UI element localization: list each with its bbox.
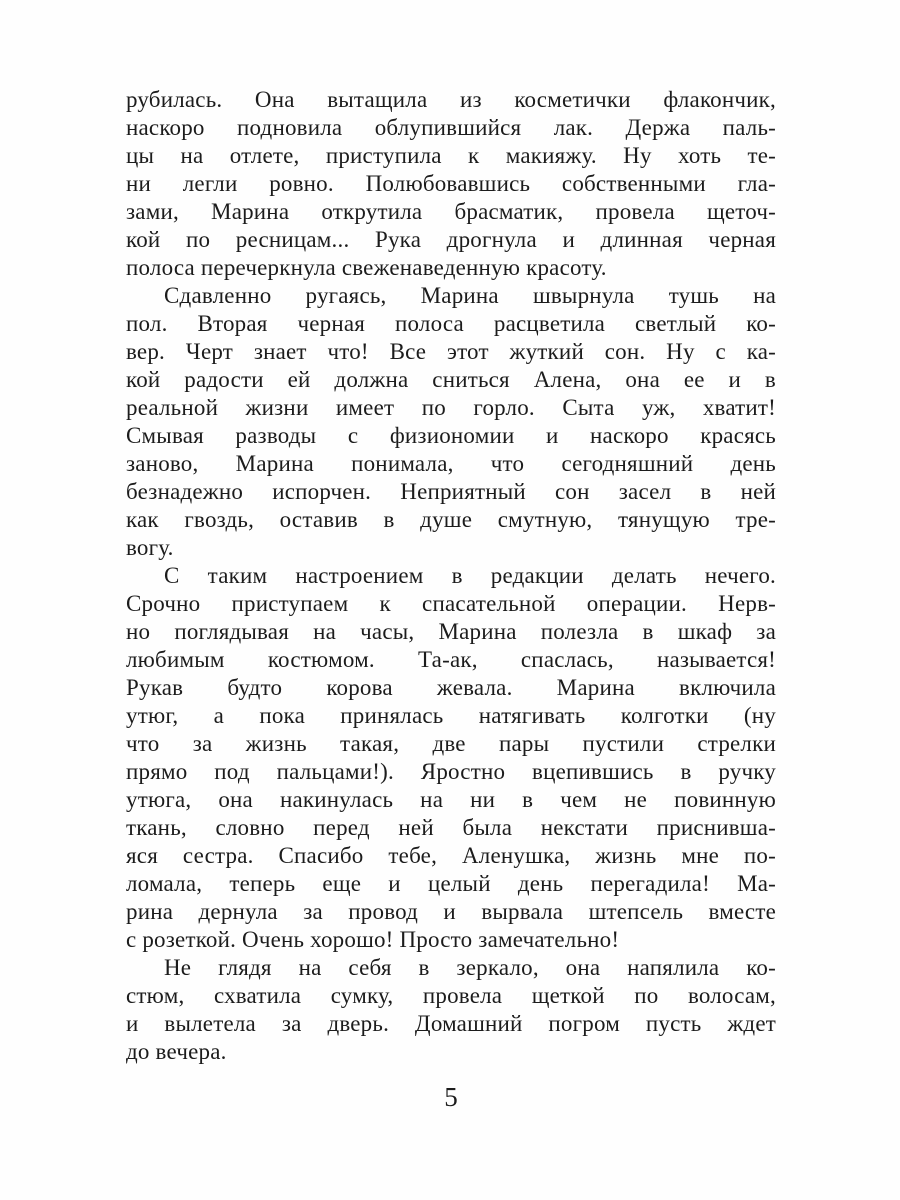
text-line: полоса перечеркнула свеженаведенную красоту. (126, 255, 607, 280)
paragraph (126, 282, 776, 562)
text-line: прямо под пальцами!). Яростно вцепившись в ручку (126, 759, 776, 784)
text-line: ломала, теперь еще и целый день перегадила! Ма- (126, 871, 776, 896)
text-line: с розеткой. Очень хорошо! Просто замечательно! (126, 927, 620, 952)
text-line: Срочно приступаем к спасательной операции. Нерв- (126, 591, 776, 616)
text-block (126, 86, 776, 1066)
text-line: реальной жизни имеет по горло. Сыта уж, хватит! (126, 395, 776, 420)
text-line: Не глядя на себя в зеркало, она напялила ко- (164, 955, 776, 980)
text-line: кой радости ей должна сниться Алена, она ее и в (126, 367, 776, 392)
text-line: рина дернула за провод и вырвала штепсель вместе (126, 899, 776, 924)
text-line: Смывая разводы с физиономии и наскоро красясь (126, 423, 776, 448)
text-line: как гвоздь, оставив в душе смутную, тянущую тре- (126, 507, 776, 532)
text-line: ни легли ровно. Полюбовавшись собственными гла- (126, 171, 776, 196)
text-line: Рукав будто корова жевала. Марина включила (126, 675, 776, 700)
paragraph (126, 954, 776, 1066)
page-number: 5 (444, 1082, 458, 1112)
text-line: вогу. (126, 535, 174, 560)
text-line: но поглядывая на часы, Марина полезла в шкаф за (126, 619, 776, 644)
paragraph (126, 562, 776, 954)
text-line: утюга, она накинулась на ни в чем не повинную (126, 787, 776, 812)
text-line: С таким настроением в редакции делать нечего. (164, 563, 776, 588)
text-line: зами, Марина открутила брасматик, провела щеточ- (126, 199, 776, 224)
text-line: ткань, словно перед ней была некстати приснивша- (126, 815, 776, 840)
text-line: безнадежно испорчен. Неприятный сон засел в ней (126, 479, 776, 504)
text-line: что за жизнь такая, две пары пустили стрелки (126, 731, 776, 756)
text-line: стюм, схватила сумку, провела щеткой по волосам, (126, 983, 776, 1008)
text-line: утюг, а пока принялась натягивать колготки (ну (126, 703, 776, 728)
text-line: заново, Марина понимала, что сегодняшний день (126, 451, 776, 476)
paragraph (126, 86, 776, 282)
text-line: до вечера. (126, 1039, 227, 1064)
text-line: пол. Вторая черная полоса расцветила светлый ко- (126, 311, 776, 336)
text-line: рубилась. Она вытащила из косметички флакончик, (126, 87, 776, 112)
text-line: любимым костюмом. Та-ак, спаслась, называется! (126, 647, 776, 672)
text-line: цы на отлете, приступила к макияжу. Ну хоть те- (126, 143, 776, 168)
text-line: и вылетела за дверь. Домашний погром пусть ждет (126, 1011, 776, 1036)
text-line: яся сестра. Спасибо тебе, Аленушка, жизнь мне по- (126, 843, 776, 868)
text-line: наскоро подновила облупившийся лак. Держа паль- (126, 115, 776, 140)
text-line: Сдавленно ругаясь, Марина швырнула тушь на (164, 283, 776, 308)
text-line: кой по ресницам... Рука дрогнула и длинная черная (126, 227, 776, 252)
text-line: вер. Черт знает что! Все этот жуткий сон. Ну с ка- (126, 339, 776, 364)
